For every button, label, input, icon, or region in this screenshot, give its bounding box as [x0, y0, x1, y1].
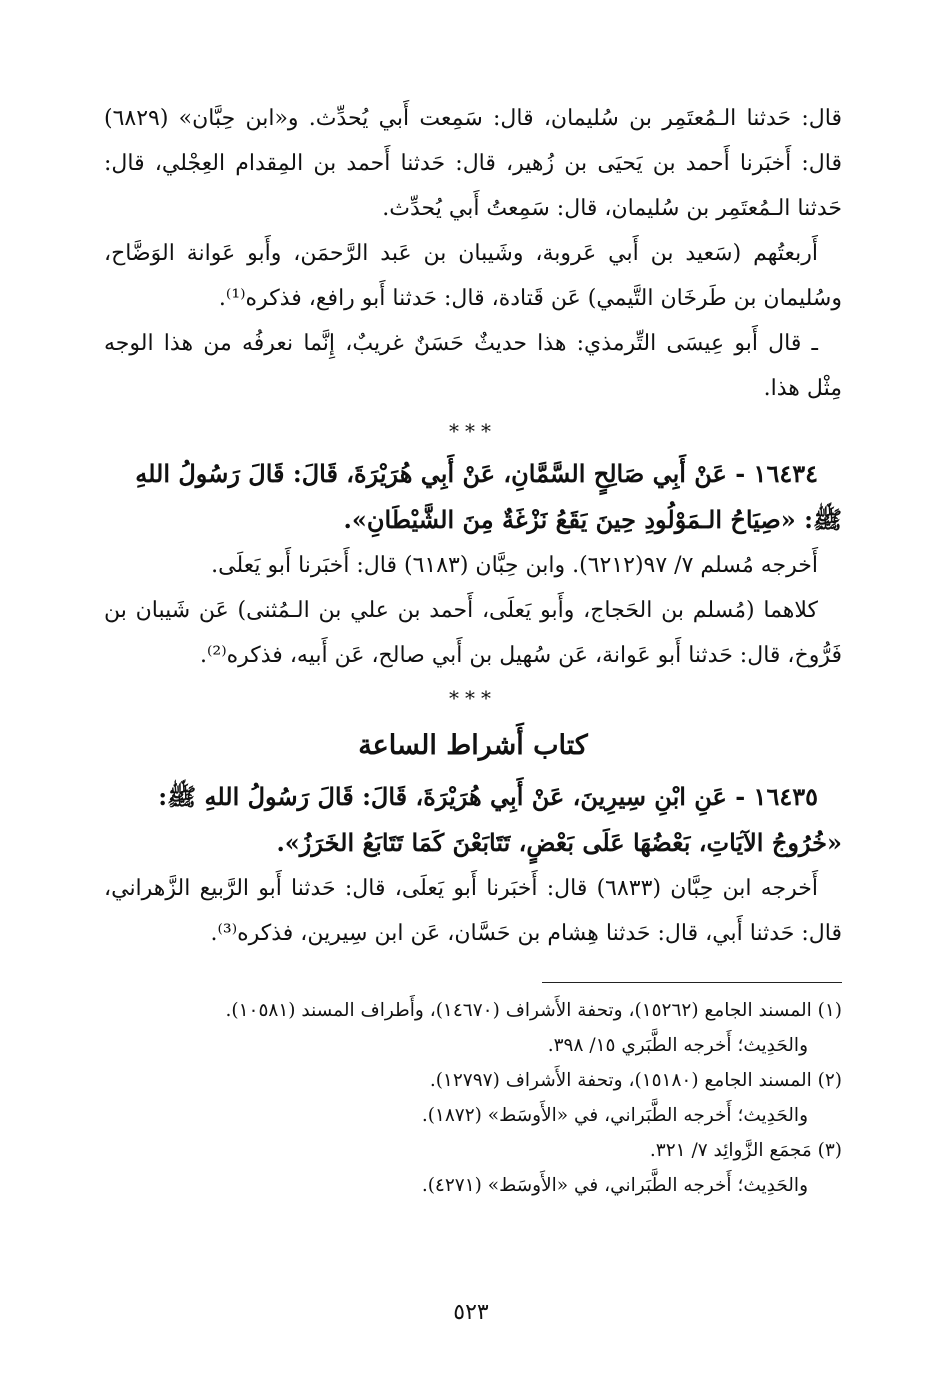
hadith-number: ١٦٤٣٤ [753, 459, 818, 488]
book-title: كتاب أَشراط الساعة [358, 730, 588, 761]
footnote-separator [542, 982, 842, 983]
hadith-text: - عَنِ ابْنِ سِيرِينَ، عَنْ أَبِي هُرَيْرَةَ، قَالَ: قَالَ رَسُولُ اللهِ ﷺ: «خُرُوجُ الآيَاتِ، بَعْضُهَا عَلَى بَعْضٍ، تَتَابَعْنَ كَمَا تَتَابَعُ الخَرَزُ». [158, 782, 842, 857]
hadith-16435 [104, 774, 842, 866]
hadith-16434 [104, 451, 842, 543]
footnote-1: (١) المسند الجامع (١٥٢٦٢)، وتحفة الأَشراف (١٤٦٧٠)، وأَطراف المسند (١٠٥٨١). [225, 1000, 842, 1021]
footnote-3: (٣) مَجمَع الزَّوائِد ٧/ ٣٢١. [649, 1140, 842, 1161]
paragraph-both-narrators: كلاهما (مُسلم بن الحَجاج، وأَبو يَعلَى، أَحمد بن علي بن الـمُثنى) عَن شَيبان بن فَرُّوخ، قال: حَدثنا أَبو عَوانة، عَن سُهيل بن أَبي صالح، عَن أَبيه، فذكره⁽²⁾. [104, 598, 842, 668]
footnotes [104, 993, 842, 1203]
paragraph-takhrij-muslim: أَخرجه مُسلم ٧/ ٩٧(٦٢١٢). وابن حِبَّان (٦١٨٣) قال: أَخبَرنا أَبو يَعلَى. [211, 553, 818, 578]
paragraph-isnad-continuation: قال: حَدثنا الـمُعتَمِر بن سُليمان، قال: سَمِعت أَبي يُحدِّث. و«ابن حِبَّان» (٦٨٢٩) قال: أَخبَرنا أَحمد بن يَحيَى بن زُهير، قال: حَدثنا أَحمد بن المِقدام العِجْلي، قال: حَدثنا الـمُعتَمِر بن سُليمان، قال: سَمِعتُ أَبي يُحدِّث. [104, 106, 843, 221]
footnote-2-continuation: والحَدِيث؛ أَخرجه الطَّبَراني، في «الأَوسَط» (١٨٧٢). [421, 1105, 808, 1126]
footnote-2: (٢) المسند الجامع (١٥١٨٠)، وتحفة الأَشراف (١٢٧٩٧). [429, 1070, 842, 1091]
paragraph-takhrij-ibn-hibban: أَخرجه ابن حِبَّان (٦٨٣٣) قال: أَخبَرنا أَبو يَعلَى، قال: حَدثنا أَبو الرَّبيع الزَّهراني، قال: حَدثنا أَبي، قال: حَدثنا هِشام بن حَسَّان، عَن ابن سِيرين، فذكره⁽³⁾. [104, 876, 842, 946]
hadith-text: - عَنْ أَبِي صَالِحٍ السَّمَّانِ، عَنْ أَبِي هُرَيْرَةَ، قَالَ: قَالَ رَسُولُ اللهِ ﷺ: «صِيَاحُ الـمَوْلُودِ حِينَ يَقَعُ نَزْغَةٌ مِنَ الشَّيْطَانِ». [135, 459, 842, 534]
hadith-number: ١٦٤٣٥ [753, 782, 818, 811]
section-separator-stars: *** [449, 419, 497, 443]
paragraph-tirmidhi-comment: ـ قال أَبو عِيسَى التِّرمذي: هذا حديثٌ حَسَنٌ غريبٌ، إِنَّما نعرفُه من هذا الوجه مِثْل هذا. [104, 331, 842, 401]
paragraph-four-narrators: أَربعتُهم (سَعيد بن أَبي عَروبة، وشَيبان بن عَبد الرَّحمَن، وأَبو عَوانة الوَضَّاح، وسُليمان بن طَرخَان التَّيمي) عَن قَتادة، قال: حَدثنا أَبو رافع، فذكره⁽¹⁾. [104, 241, 842, 311]
page-number: ٥٢٣ [453, 1300, 489, 1325]
section-separator-stars: *** [449, 686, 497, 710]
footnote-1-continuation: والحَدِيث؛ أَخرجه الطَّبَري ١٥/ ٣٩٨. [547, 1035, 808, 1056]
footnote-3-continuation: والحَدِيث؛ أَخرجه الطَّبَراني، في «الأَوسَط» (٤٢٧١). [421, 1175, 808, 1196]
